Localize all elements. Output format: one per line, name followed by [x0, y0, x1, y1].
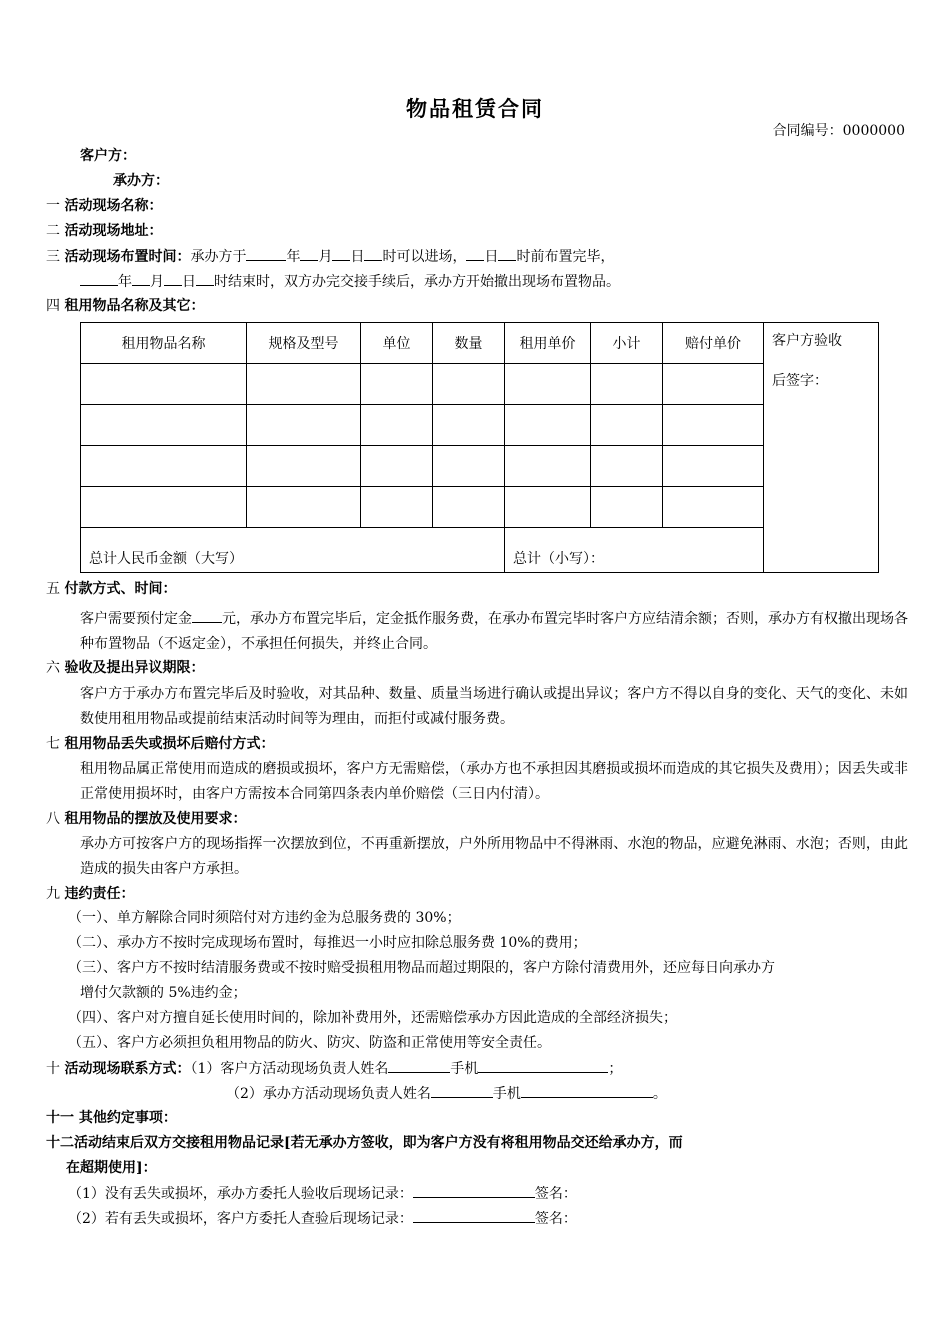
text: ；: [608, 1061, 623, 1077]
table-cell[interactable]: [361, 446, 433, 487]
contractor-contact-name-field[interactable]: [431, 1083, 493, 1098]
section-heading: 付款方式、时间：: [64, 581, 177, 597]
column-header: 规格及型号: [247, 323, 361, 364]
section-heading: 租用物品的摆放及使用要求：: [64, 811, 247, 827]
table-cell[interactable]: [433, 364, 505, 405]
table-cell[interactable]: [433, 405, 505, 446]
column-header: 租用物品名称: [81, 323, 247, 364]
section-number: 九: [46, 886, 60, 902]
section-1: [46, 196, 162, 216]
section-number: 十: [46, 1061, 60, 1077]
client-contact-phone-field[interactable]: [478, 1058, 608, 1073]
section-5-body: [80, 607, 908, 657]
text: （1）客户方活动现场负责人姓名: [190, 1061, 389, 1077]
section-9: [46, 884, 134, 904]
table-cell[interactable]: [591, 487, 663, 528]
section-heading: 活动结束后双方交接租用物品记录[若无承办方签收，即为客户方没有将租用物品交还给承办方，而: [74, 1135, 683, 1151]
text: 承办方于: [190, 249, 247, 265]
contract-number: 合同编号：0000000: [772, 123, 905, 139]
table-cell[interactable]: [247, 446, 361, 487]
section-heading: 违约责任：: [64, 886, 135, 902]
total-amount-lowercase[interactable]: 总计（小写）：: [505, 528, 764, 573]
penalty-item-5: （五）、客户方必须担负租用物品的防火、防灾、防盗和正常使用等安全责任。: [68, 1035, 551, 1051]
blank-field[interactable]: [196, 271, 214, 286]
penalty-item-1: （一）、单方解除合同时须陪付对方违约金为总服务费的 30%；: [68, 910, 461, 926]
table-cell[interactable]: [247, 364, 361, 405]
blank-field[interactable]: [332, 246, 350, 261]
text: 客户需要预付定金: [80, 611, 192, 627]
section-number: 十二: [46, 1135, 74, 1151]
rental-items-table: [80, 322, 879, 573]
table-cell[interactable]: [505, 405, 591, 446]
table-cell[interactable]: [361, 364, 433, 405]
table-cell[interactable]: [81, 446, 247, 487]
table-cell[interactable]: [663, 487, 764, 528]
penalty-item-4: （四）、客户对方擅自延长使用时间的，除加补费用外，还需赔偿承办方因此造成的全部经济损失；: [68, 1010, 677, 1026]
table-row: [81, 446, 879, 487]
section-7-body: 租用物品属正常使用而造成的磨损或损坏，客户方无需赔偿，（承办方也不承担因其磨损或损坏而造成的其它损失及费用）；因丢失或非正常使用损坏时，由客户方需按本合同第四条表内单价赔偿（三日内付清）。: [80, 761, 908, 802]
text: 日: [484, 249, 499, 265]
table-cell[interactable]: [663, 405, 764, 446]
table-cell[interactable]: [663, 364, 764, 405]
record-line-2: [68, 1208, 577, 1229]
table-cell[interactable]: [361, 405, 433, 446]
section-11: [46, 1108, 177, 1128]
section-heading: 租用物品丢失或损坏后赔付方式：: [64, 736, 275, 752]
section-number: 一: [46, 198, 60, 214]
section-number: 二: [46, 223, 60, 239]
column-header: 小计: [591, 323, 663, 364]
table-cell[interactable]: [663, 446, 764, 487]
client-acceptance-signature[interactable]: [764, 323, 879, 573]
table-cell[interactable]: [247, 487, 361, 528]
section-3-line2: [80, 271, 620, 292]
table-cell[interactable]: [591, 364, 663, 405]
column-header: 单位: [361, 323, 433, 364]
table-cell[interactable]: [81, 364, 247, 405]
section-heading: 活动现场地址：: [64, 223, 163, 239]
section-number: 四: [46, 298, 60, 314]
section-4: [46, 296, 204, 316]
text: 时前布置完毕，: [516, 249, 615, 265]
table-cell[interactable]: [81, 487, 247, 528]
record-line-1: [68, 1183, 577, 1204]
blank-field[interactable]: [466, 246, 484, 261]
record-field[interactable]: [413, 1208, 535, 1223]
contractor-label: 承办方：: [113, 173, 169, 189]
section-3: [46, 246, 614, 267]
penalty-item-2: （二）、承办方不按时完成现场布置时，每推迟一小时应扣除总服务费 10%的费用；: [68, 935, 587, 951]
column-header: 数量: [433, 323, 505, 364]
text: 元，承办方布置完毕后，定金抵作服务费，在承办布置完毕时客户方应结清余额；否则，承办方有权撤出现场各种布置物品（不返定金），不承担任何损失，并终止合同。: [80, 611, 908, 652]
section-number: 七: [46, 736, 60, 752]
table-row: [81, 364, 879, 405]
text: 手机: [492, 1086, 521, 1102]
section-number: 三: [46, 249, 60, 265]
blank-field[interactable]: [246, 246, 286, 261]
section-heading: 验收及提出异议期限：: [64, 660, 205, 676]
document-title: 物品租赁合同: [406, 96, 544, 121]
text: 日: [182, 274, 196, 290]
section-8-body: 承办方可按客户方的现场指挥一次摆放到位，不再重新摆放，户外所用物品中不得淋雨、水泡的物品，应避免淋雨、水泡；否则，由此造成的损失由客户方承担。: [80, 836, 908, 877]
section-heading: 活动现场名称：: [64, 198, 163, 214]
table-cell[interactable]: [505, 446, 591, 487]
column-header: 租用单价: [505, 323, 591, 364]
text: 。: [652, 1086, 667, 1102]
table-cell[interactable]: [505, 487, 591, 528]
section-10: [46, 1058, 622, 1079]
section-number: 五: [46, 581, 60, 597]
blank-field[interactable]: [164, 271, 182, 286]
table-cell[interactable]: [361, 487, 433, 528]
deposit-blank[interactable]: [192, 608, 222, 623]
text: （2）若有丢失或损坏，客户方委托人查验后现场记录：: [68, 1211, 413, 1227]
contractor-contact-phone-field[interactable]: [521, 1083, 653, 1098]
blank-field[interactable]: [300, 246, 318, 261]
table-cell[interactable]: [81, 405, 247, 446]
penalty-item-3-cont: 增付欠款额的 5%违约金；: [80, 985, 247, 1001]
signature-label: 客户方验收: [772, 333, 842, 349]
text: （1）没有丢失或损坏，承办方委托人验收后现场记录：: [68, 1186, 413, 1202]
section-number: 八: [46, 811, 60, 827]
section-heading: 其他约定事项：: [78, 1110, 177, 1126]
penalty-item-3: （三）、客户方不按时结清服务费或不按时赔受损租用物品而超过期限的，客户方除付清费用外，还应每日向承办方: [68, 960, 775, 976]
table-cell[interactable]: [433, 446, 505, 487]
section-7: [46, 734, 274, 754]
blank-field[interactable]: [80, 271, 118, 286]
table-row: [81, 405, 879, 446]
section-heading: 活动现场联系方式：: [64, 1061, 191, 1077]
total-amount-uppercase[interactable]: 总计人民币金额（大写）: [81, 528, 505, 573]
table-cell[interactable]: [433, 487, 505, 528]
blank-field[interactable]: [498, 246, 516, 261]
section-5: [46, 579, 176, 599]
signature-label: 签名：: [534, 1186, 577, 1202]
table-header-row: [81, 323, 879, 364]
section-12: [46, 1133, 683, 1153]
section-6: [46, 658, 204, 678]
text: 手机: [450, 1061, 479, 1077]
blank-field[interactable]: [364, 246, 382, 261]
client-contact-name-field[interactable]: [388, 1058, 450, 1073]
section-heading: 租用物品名称及其它：: [64, 298, 205, 314]
text: 时结束时，双方办完交接手续后，承办方开始撤出现场布置物品。: [214, 274, 620, 290]
text: 年: [118, 274, 132, 290]
text: 年: [286, 249, 301, 265]
text: （2）承办方活动现场负责人姓名: [226, 1086, 431, 1102]
table-cell[interactable]: [247, 405, 361, 446]
column-header: 赔付单价: [663, 323, 764, 364]
signature-label: 签名：: [534, 1211, 577, 1227]
section-8: [46, 809, 246, 829]
section-number: 六: [46, 660, 60, 676]
text: 月: [318, 249, 333, 265]
section-12-cont: 在超期使用]：: [66, 1160, 157, 1176]
text: 日: [350, 249, 365, 265]
section-6-body: 客户方于承办方布置完毕后及时验收，对其品种、数量、质量当场进行确认或提出异议；客户方不得以自身的变化、天气的变化、未如数使用租用物品或提前结束活动时间等为理由，而拒付或减付服务费。: [80, 686, 908, 727]
table-cell[interactable]: [505, 364, 591, 405]
blank-field[interactable]: [132, 271, 150, 286]
text: 月: [150, 274, 164, 290]
client-label: 客户方：: [80, 148, 136, 164]
table-row: [81, 487, 879, 528]
table-total-row: [81, 528, 879, 573]
record-field[interactable]: [413, 1183, 535, 1198]
section-heading: 活动现场布置时间：: [64, 249, 191, 265]
signature-label: 后签字：: [772, 373, 828, 389]
table-cell[interactable]: [591, 405, 663, 446]
section-2: [46, 221, 162, 241]
text: 时可以进场，: [382, 249, 467, 265]
section-number: 十一: [46, 1110, 74, 1126]
section-10-line2: [226, 1083, 667, 1104]
table-cell[interactable]: [591, 446, 663, 487]
